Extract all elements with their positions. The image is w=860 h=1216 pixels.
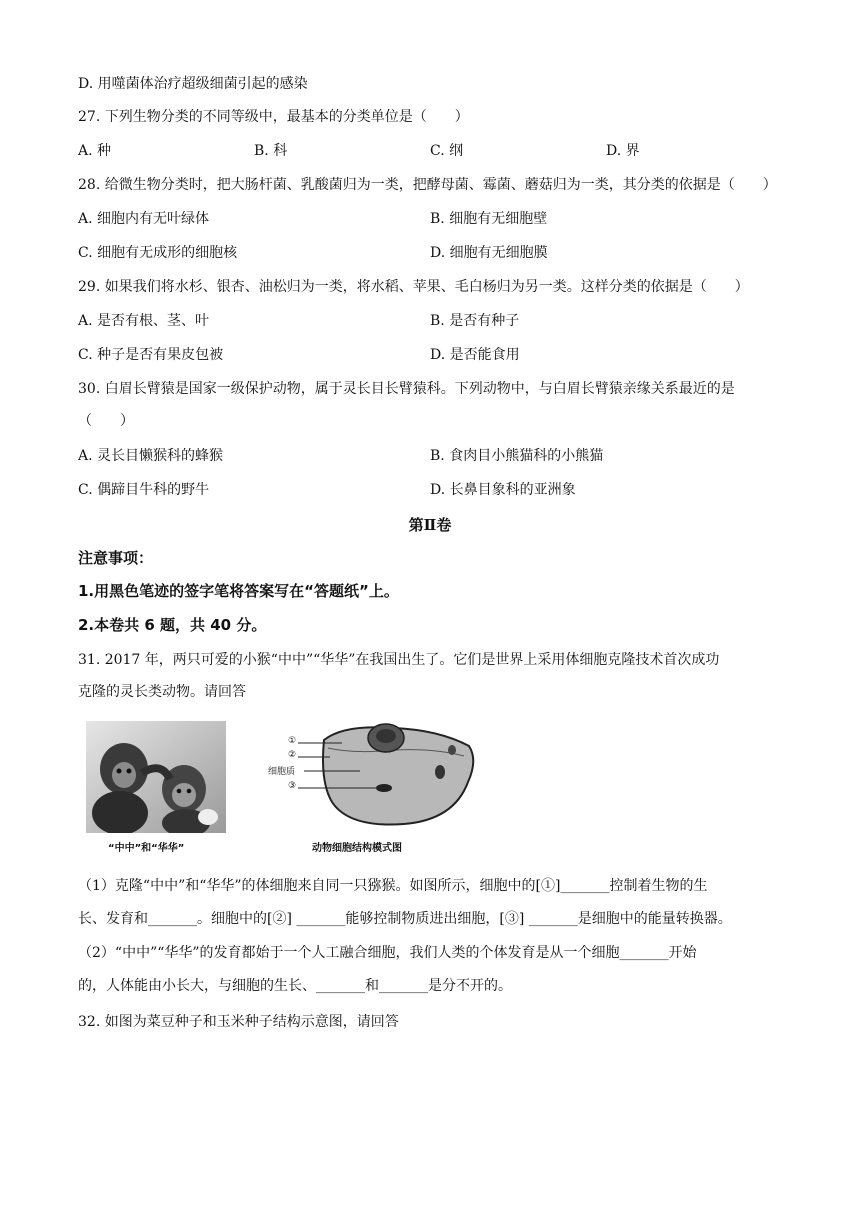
q26-option-d: D. 用噬菌体治疗超级细菌引起的感染	[78, 76, 308, 92]
q29-option-c: C. 种子是否有果皮包被	[78, 347, 224, 363]
q31-part1-line1: （1）克隆“中中”和“华华”的体细胞来自同一只猕猴。如图所示，细胞中的[①]_______控制着生物的生	[78, 878, 708, 894]
diagram-label-3: ③	[288, 781, 297, 791]
q30-option-a: A. 灵长目懒猴科的蜂猴	[78, 448, 224, 464]
q30-stem: 30. 白眉长臂猿是国家一级保护动物，属于灵长目长臂猿科。下列动物中，与白眉长臂猿亲缘关系最近的是	[78, 381, 735, 397]
notice-rule-1: 1.用黑色笔迹的签字笔将答案写在“答题纸”上。	[78, 582, 399, 600]
monkeys-photo-caption: “中中”和“华华”	[108, 843, 185, 854]
q32-stem: 32. 如图为菜豆种子和玉米种子结构示意图，请回答	[78, 1014, 399, 1030]
q29-option-d: D. 是否能食用	[430, 347, 520, 363]
q31-part1-line2: 长、发育和_______。细胞中的[②] _______能够控制物质进出细胞，[③] _______是细胞中的能量转换器。	[78, 911, 732, 927]
q28-option-c: C. 细胞有无成形的细胞核	[78, 245, 238, 261]
cell-diagram-caption: 动物细胞结构模式图	[312, 843, 402, 854]
notice-rule-2: 2.本卷共 6 题，共 40 分。	[78, 616, 267, 634]
q28-option-b: B. 细胞有无细胞壁	[430, 211, 548, 227]
q27-option-d: D. 界	[606, 143, 640, 159]
q31-part2-line1: （2）“中中”“华华”的发育都始于一个人工融合细胞，我们人类的个体发育是从一个细胞_______开始	[78, 945, 697, 961]
q31-part2-line2: 的，人体能由小长大，与细胞的生长、_______和_______是分不开的。	[78, 978, 512, 994]
diagram-label-2: ②	[288, 750, 297, 760]
monkeys-photo	[86, 721, 226, 833]
notice-heading: 注意事项：	[78, 549, 154, 567]
q28-option-d: D. 细胞有无细胞膜	[430, 245, 548, 261]
q30-option-b: B. 食肉目小熊猫科的小熊猫	[430, 448, 604, 464]
q30-option-c: C. 偶蹄目牛科的野牛	[78, 482, 210, 498]
q29-option-b: B. 是否有种子	[430, 313, 520, 329]
q29-stem: 29. 如果我们将水杉、银杏、油松归为一类，将水稻、苹果、毛白杨归为另一类。这样分类的依据是（ ）	[78, 279, 749, 295]
q28-stem: 28. 给微生物分类时，把大肠杆菌、乳酸菌归为一类，把酵母菌、霉菌、蘑菇归为一类，其分类的依据是（ ）	[78, 177, 777, 193]
q27-option-c: C. 纲	[430, 143, 464, 159]
q29-option-a: A. 是否有根、茎、叶	[78, 313, 210, 329]
q31-stem: 31. 2017 年，两只可爱的小猴“中中”“华华”在我国出生了。它们是世界上采用体细胞克隆技术首次成功	[78, 652, 720, 668]
q31-stem-cont: 克隆的灵长类动物。请回答	[78, 684, 246, 700]
section-title: 第Ⅱ卷	[408, 516, 452, 534]
diagram-label-cytoplasm: 细胞质	[268, 767, 296, 777]
q27-option-b: B. 科	[254, 143, 288, 159]
diagram-label-1: ①	[288, 736, 297, 746]
q30-option-d: D. 长鼻目象科的亚洲象	[430, 482, 576, 498]
q27-option-a: A. 种	[78, 143, 112, 159]
q30-stem-paren: （ ）	[78, 413, 134, 429]
q28-option-a: A. 细胞内有无叶绿体	[78, 211, 210, 227]
animal-cell-diagram	[264, 720, 480, 832]
q27-stem: 27. 下列生物分类的不同等级中，最基本的分类单位是（ ）	[78, 109, 469, 125]
